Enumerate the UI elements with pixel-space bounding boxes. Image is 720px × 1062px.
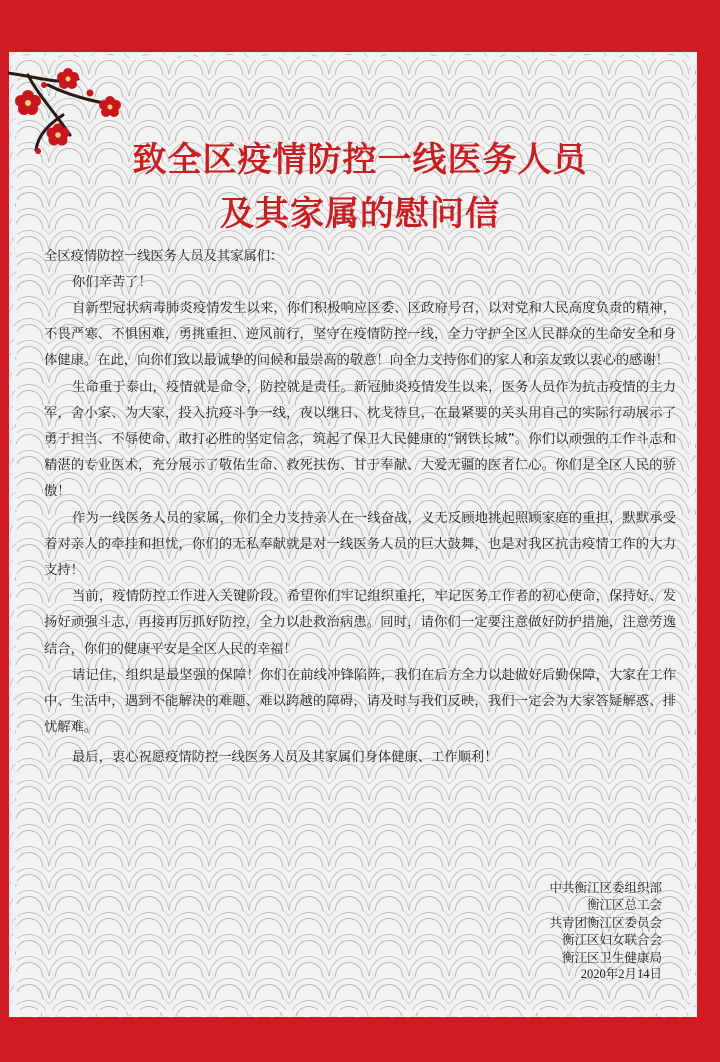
signature-org: 衡江区总工会	[586, 897, 662, 913]
signature-org: 中共衡江区委组织部	[549, 880, 662, 895]
signature-org: 共青团衡江区委员会	[549, 914, 662, 930]
letter-body	[44, 244, 676, 771]
scallop-edge-left	[1, 52, 17, 1017]
signature-date: 2020年2月14日	[580, 967, 662, 982]
letter-closing: 最后，衷心祝愿疫情防控一线医务人员及其家属们身体健康、工作顺利！	[72, 750, 498, 766]
letter-title-line-1: 致全区疫情防控一线医务人员	[132, 140, 588, 180]
letter-paragraph: 自新型冠状病毒肺炎疫情发生以来，你们积极响应区委、区政府号召，以对党和人民高度负责的精神，不畏严寒、不惧困难，勇挑重担、逆风前行，坚守在疫情防控一线，全力守护全区人民群众的生命安全和身体健康。在此，向你们致以最诚挚的问候和最崇高的敬意！向全力支持你们的家人和亲友致以衷心的感谢！	[44, 301, 676, 369]
letter-greeting: 你们辛苦了！	[72, 275, 152, 290]
letter-salutation: 全区疫情防控一线医务人员及其家属们：	[44, 249, 284, 264]
signature-org: 衡江区妇女联合会	[561, 932, 662, 948]
letter-paragraph: 当前，疫情防控工作进入关键阶段。希望你们牢记组织重托，牢记医务工作者的初心使命，保持好、发扬好顽强斗志，再接再厉抓好防控，全力以赴救治病患。同时，请你们一定要注意做好防护措施，注意劳逸结合，你们的健康平安是全区人民的幸福！	[44, 589, 676, 657]
letter-paragraph: 作为一线医务人员的家属，你们全力支持亲人在一线奋战，义无反顾地挑起照顾家庭的重担，默默承受着对亲人的牵挂和担忧，你们的无私奉献就是对一线医务人员的巨大鼓舞，也是对我区抗击疫情工作的大力支持！	[44, 510, 676, 579]
letter-paragraph: 请记住，组织是最坚强的保障！你们在前线冲锋陷阵，我们在后方全力以赴做好后勤保障，大家在工作中、生活中，遇到不能解决的难题、难以跨越的障碍，请及时与我们反映，我们一定会为大家答疑解惑、排忧解难。	[44, 667, 676, 736]
letter-title-line-2: 及其家属的慰问信	[220, 194, 500, 234]
signature-org: 衡江区卫生健康局	[561, 949, 662, 965]
letter-paragraph: 生命重于泰山，疫情就是命令，防控就是责任。新冠肺炎疫情发生以来，医务人员作为抗击疫情的主力军，舍小家、为大家，投入抗疫斗争一线，夜以继日、枕戈待旦，在最紧要的关头用自己的实际行动展示了勇于担当、不辱使命、敢打必胜的坚定信念，筑起了保卫人民健康的“钢铁长城”。你们以顽强的工作斗志和精湛的专业医术，充分展示了敬佑生命、救死扶伤、甘于奉献、大爱无疆的医者仁心。你们是全区人民的骄傲！	[44, 379, 676, 500]
scallop-edge-right	[689, 52, 705, 1017]
scallop-edge-bottom	[9, 1010, 697, 1026]
signature-block	[462, 879, 662, 983]
